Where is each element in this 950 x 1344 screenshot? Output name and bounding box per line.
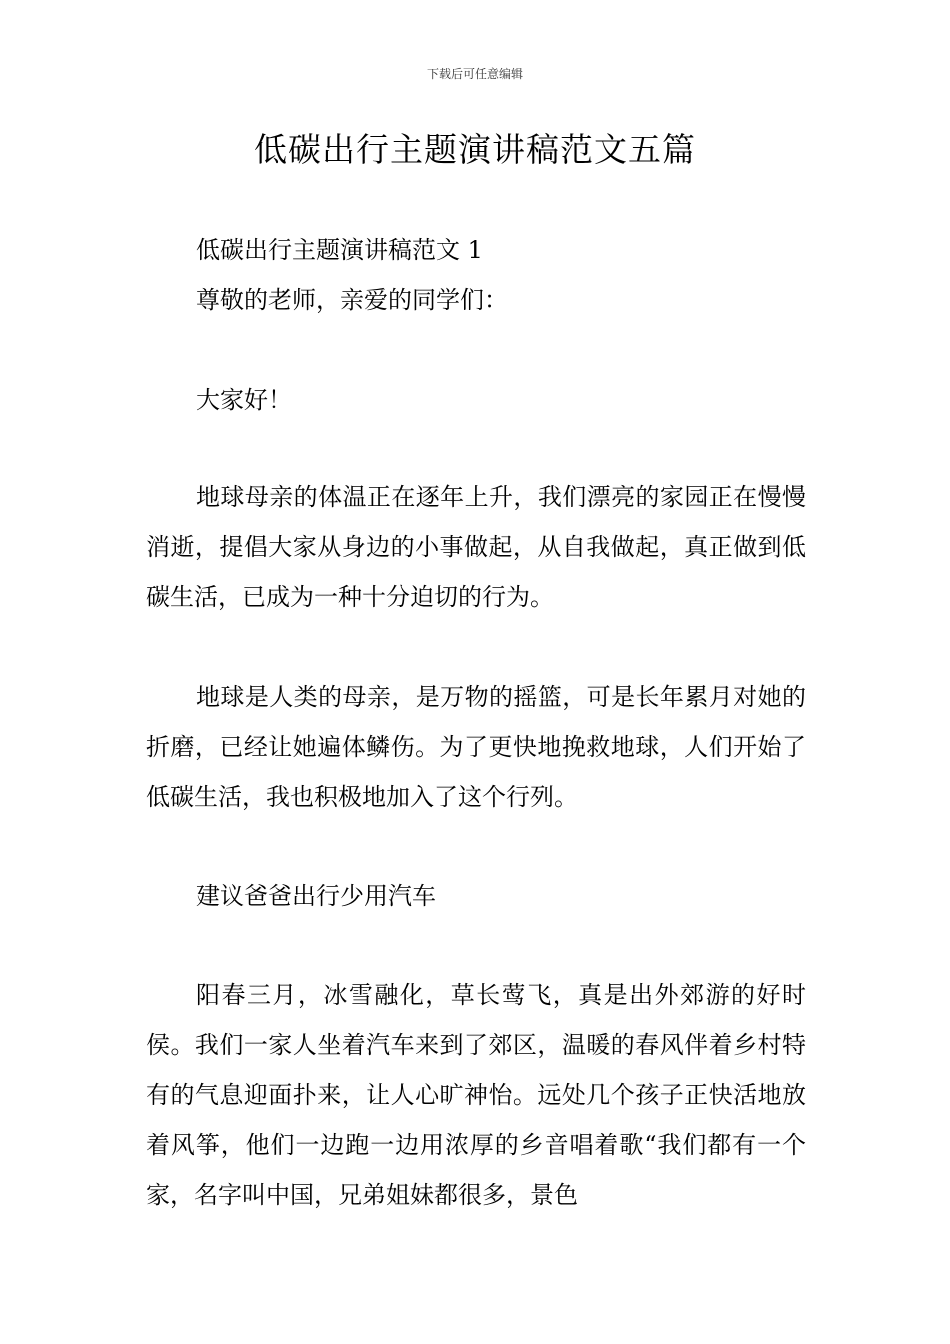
- paragraph-3: 阳春三月，冰雪融化，草长莺飞，真是出外郊游的好时侯。我们一家人坐着汽车来到了郊区，温暖的春风伴着乡村特有的气息迎面扑来，让人心旷神怡。远处几个孩子正快活地放着风筝，他们一边跑一边用浓厚的乡音唱着歌“我们都有一个家，名字叫中国，兄弟姐妹都很多，景色: [146, 981, 806, 1209]
- salutation: 尊敬的老师，亲爱的同学们：: [196, 286, 508, 314]
- section-subtitle: 低碳出行主题演讲稿范文 1: [196, 236, 483, 264]
- paragraph-2: 地球是人类的母亲，是万物的摇篮，可是长年累月对她的折磨，已经让她遍体鳞伤。为了更快地挽救地球，人们开始了低碳生活，我也积极地加入了这个行列。: [146, 683, 806, 811]
- document-title: 低碳出行主题演讲稿范文五篇: [254, 130, 696, 169]
- section-heading: 建议爸爸出行少用汽车: [196, 882, 436, 910]
- header-note: 下载后可任意编辑: [426, 67, 523, 81]
- paragraph-1: 地球母亲的体温正在逐年上升，我们漂亮的家园正在慢慢消逝，提倡大家从身边的小事做起，从自我做起，真正做到低碳生活，已成为一种十分迫切的行为。: [146, 483, 806, 611]
- greeting: 大家好！: [196, 386, 292, 414]
